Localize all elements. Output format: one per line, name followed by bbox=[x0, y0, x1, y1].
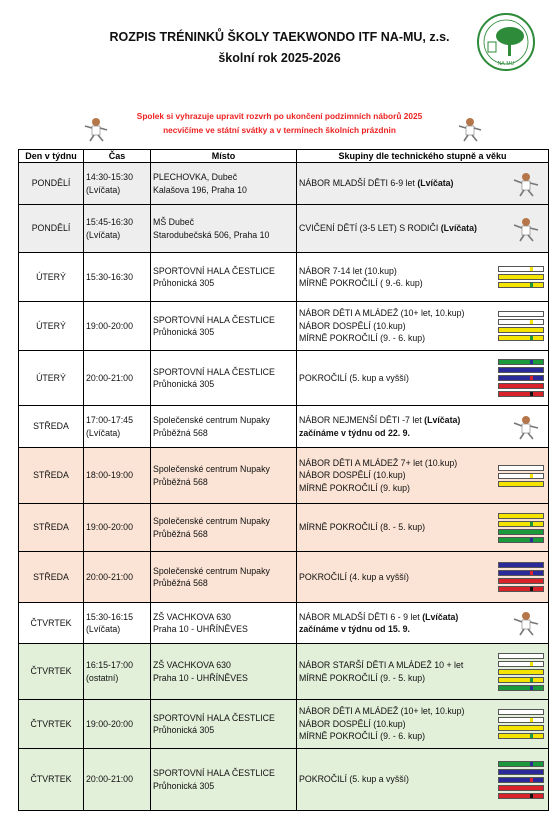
belt-icon bbox=[498, 327, 544, 333]
belt-icon bbox=[498, 375, 544, 381]
belt-icon bbox=[498, 529, 544, 535]
table-row bbox=[19, 253, 549, 302]
time-cell: 18:00-19:00 bbox=[84, 448, 151, 504]
time-cell: 19:00-20:00 bbox=[84, 700, 151, 749]
day-cell: ČTVRTEK bbox=[19, 749, 84, 811]
groups-cell: MÍRNĚ POKROČILÍ (8. - 5. kup) bbox=[297, 504, 549, 552]
place-cell: Společenské centrum Nupaky Průběžná 568 bbox=[151, 552, 297, 603]
header-time: Čas bbox=[84, 150, 151, 163]
time-cell: 15:45-16:30 (Lvíčata) bbox=[84, 205, 151, 253]
belt-icon bbox=[498, 761, 544, 767]
belt-icon bbox=[498, 570, 544, 576]
day-cell: ÚTERÝ bbox=[19, 302, 84, 351]
belt-icon bbox=[498, 335, 544, 341]
taekwondo-kid-icon bbox=[510, 216, 542, 242]
belt-icon bbox=[498, 473, 544, 479]
belt-icon bbox=[498, 653, 544, 659]
taekwondo-kid-icon bbox=[510, 171, 542, 197]
day-cell: ČTVRTEK bbox=[19, 603, 84, 644]
belt-icon bbox=[498, 785, 544, 791]
table-row bbox=[19, 644, 549, 700]
time-cell: 20:00-21:00 bbox=[84, 749, 151, 811]
header-place: Místo bbox=[151, 150, 297, 163]
groups-cell: NÁBOR MLADŠÍ DĚTI 6-9 let (Lvíčata) bbox=[297, 163, 549, 205]
belt-icons bbox=[498, 511, 544, 545]
table-row bbox=[19, 302, 549, 351]
belt-icon bbox=[498, 274, 544, 280]
belt-icons bbox=[498, 759, 544, 801]
day-cell: ÚTERÝ bbox=[19, 253, 84, 302]
time-cell: 20:00-21:00 bbox=[84, 552, 151, 603]
title-line-1: ROZPIS TRÉNINKŮ ŠKOLY TAEKWONDO ITF NA-MU, z.s. bbox=[109, 30, 450, 44]
groups-cell: NÁBOR MLADŠÍ DĚTI 6 - 9 let (Lvíčata) začínáme v týdnu od 15. 9. bbox=[297, 603, 549, 644]
day-cell: ČTVRTEK bbox=[19, 700, 84, 749]
belt-icon bbox=[498, 717, 544, 723]
place-cell: SPORTOVNÍ HALA ČESTLICE Průhonická 305 bbox=[151, 253, 297, 302]
belt-icon bbox=[498, 367, 544, 373]
belt-icon bbox=[498, 793, 544, 799]
table-row bbox=[19, 448, 549, 504]
place-cell: ZŠ VACHKOVA 630 Praha 10 - UHŘÍNĚVES bbox=[151, 603, 297, 644]
groups-cell: NÁBOR DĚTI A MLÁDEŽ (10+ let, 10.kup) NÁBOR DOSPĚLÍ (10.kup) MÍRNĚ POKROČILÍ (9. - 6. kup) bbox=[297, 700, 549, 749]
place-cell: SPORTOVNÍ HALA ČESTLICE Průhonická 305 bbox=[151, 302, 297, 351]
taekwondo-kid-icon bbox=[456, 116, 484, 142]
belt-icon bbox=[498, 677, 544, 683]
time-cell: 19:00-20:00 bbox=[84, 504, 151, 552]
table-row bbox=[19, 603, 549, 644]
belt-icons bbox=[498, 560, 544, 594]
title-line-2: školní rok 2025-2026 bbox=[218, 51, 341, 65]
belt-icons bbox=[498, 707, 544, 741]
belt-icon bbox=[498, 383, 544, 389]
table-row bbox=[19, 504, 549, 552]
table-row bbox=[19, 749, 549, 811]
day-cell: ÚTERÝ bbox=[19, 351, 84, 406]
table-header-row bbox=[19, 150, 549, 163]
groups-cell: NÁBOR 7-14 let (10.kup) MÍRNĚ POKROČILÍ ( 9.-6. kup) bbox=[297, 253, 549, 302]
belt-icon bbox=[498, 282, 544, 288]
belt-icon bbox=[498, 709, 544, 715]
belt-icon bbox=[498, 562, 544, 568]
table-row bbox=[19, 406, 549, 448]
day-cell: STŘEDA bbox=[19, 552, 84, 603]
groups-cell: CVIČENÍ DĚTÍ (3-5 LET) S RODIČI (Lvíčata) bbox=[297, 205, 549, 253]
header-day: Den v týdnu bbox=[19, 150, 84, 163]
belt-icon bbox=[498, 769, 544, 775]
belt-icon bbox=[498, 586, 544, 592]
table-row bbox=[19, 205, 549, 253]
belt-icon bbox=[498, 521, 544, 527]
time-cell: 14:30-15:30 (Lvíčata) bbox=[84, 163, 151, 205]
schedule-table bbox=[18, 149, 549, 811]
place-cell: Společenské centrum Nupaky Průběžná 568 bbox=[151, 504, 297, 552]
table-row bbox=[19, 700, 549, 749]
belt-icon bbox=[498, 669, 544, 675]
belt-icons bbox=[498, 264, 544, 290]
belt-icon bbox=[498, 685, 544, 691]
belt-icon bbox=[498, 481, 544, 487]
groups-cell: POKROČILÍ (5. kup a vyšší) bbox=[297, 351, 549, 406]
day-cell: STŘEDA bbox=[19, 406, 84, 448]
place-cell: SPORTOVNÍ HALA ČESTLICE Průhonická 305 bbox=[151, 749, 297, 811]
taekwondo-kid-icon bbox=[510, 414, 542, 440]
belt-icons bbox=[498, 463, 544, 489]
place-cell: Společenské centrum Nupaky Průběžná 568 bbox=[151, 448, 297, 504]
place-cell: MŠ Dubeč Starodubečská 506, Praha 10 bbox=[151, 205, 297, 253]
taekwondo-kid-icon bbox=[510, 610, 542, 636]
day-cell: STŘEDA bbox=[19, 448, 84, 504]
place-cell: PLECHOVKA, Dubeč Kalašova 196, Praha 10 bbox=[151, 163, 297, 205]
belt-icon bbox=[498, 311, 544, 317]
table-row bbox=[19, 163, 549, 205]
groups-cell: NÁBOR STARŠÍ DĚTI A MLÁDEŽ 10 + let MÍRNĚ POKROČILÍ (9. - 5. kup) bbox=[297, 644, 549, 700]
header-groups: Skupiny dle technického stupně a věku bbox=[297, 150, 549, 163]
belt-icon bbox=[498, 359, 544, 365]
belt-icon bbox=[498, 725, 544, 731]
groups-cell: POKROČILÍ (4. kup a vyšší) bbox=[297, 552, 549, 603]
place-cell: SPORTOVNÍ HALA ČESTLICE Průhonická 305 bbox=[151, 700, 297, 749]
groups-cell: NÁBOR NEJMENŠÍ DĚTI -7 let (Lvíčata) začínáme v týdnu od 22. 9. bbox=[297, 406, 549, 448]
belt-icon bbox=[498, 391, 544, 397]
belt-icon bbox=[498, 513, 544, 519]
day-cell: STŘEDA bbox=[19, 504, 84, 552]
day-cell: PONDĚLÍ bbox=[19, 163, 84, 205]
belt-icon bbox=[498, 465, 544, 471]
day-cell: ČTVRTEK bbox=[19, 644, 84, 700]
time-cell: 15:30-16:30 bbox=[84, 253, 151, 302]
svg-text:NA-MU: NA-MU bbox=[497, 61, 515, 67]
club-logo bbox=[476, 12, 536, 72]
belt-icon bbox=[498, 266, 544, 272]
belt-icon bbox=[498, 537, 544, 543]
time-cell: 17:00-17:45 (Lvíčata) bbox=[84, 406, 151, 448]
groups-cell: NÁBOR DĚTI A MLÁDEŽ 7+ let (10.kup) NÁBOR DOSPĚLÍ (10.kup) MÍRNĚ POKROČILÍ (9. kup) bbox=[297, 448, 549, 504]
place-cell: Společenské centrum Nupaky Průběžná 568 bbox=[151, 406, 297, 448]
belt-icon bbox=[498, 777, 544, 783]
belt-icon bbox=[498, 661, 544, 667]
belt-icons bbox=[498, 357, 544, 399]
belt-icon bbox=[498, 319, 544, 325]
day-cell: PONDĚLÍ bbox=[19, 205, 84, 253]
belt-icons bbox=[498, 651, 544, 693]
groups-cell: NÁBOR DĚTI A MLÁDEŽ (10+ let, 10.kup) NÁBOR DOSPĚLÍ (10.kup) MÍRNĚ POKROČILÍ (9. - 6. kup) bbox=[297, 302, 549, 351]
time-cell: 16:15-17:00 (ostatní) bbox=[84, 644, 151, 700]
notice-line-1: Spolek si vyhrazuje upravit rozvrh po ukončení podzimních náborů 2025 bbox=[136, 111, 423, 121]
belt-icons bbox=[498, 309, 544, 343]
belt-icon bbox=[498, 733, 544, 739]
belt-icon bbox=[498, 578, 544, 584]
table-row bbox=[19, 351, 549, 406]
groups-cell: POKROČILÍ (5. kup a vyšší) bbox=[297, 749, 549, 811]
time-cell: 19:00-20:00 bbox=[84, 302, 151, 351]
place-cell: ZŠ VACHKOVA 630 Praha 10 - UHŘÍNĚVES bbox=[151, 644, 297, 700]
time-cell: 15:30-16:15 (Lvíčata) bbox=[84, 603, 151, 644]
notice-line-2: necvičíme ve státní svátky a v termínech školních prázdnin bbox=[163, 125, 396, 135]
time-cell: 20:00-21:00 bbox=[84, 351, 151, 406]
table-row bbox=[19, 552, 549, 603]
place-cell: SPORTOVNÍ HALA ČESTLICE Průhonická 305 bbox=[151, 351, 297, 406]
